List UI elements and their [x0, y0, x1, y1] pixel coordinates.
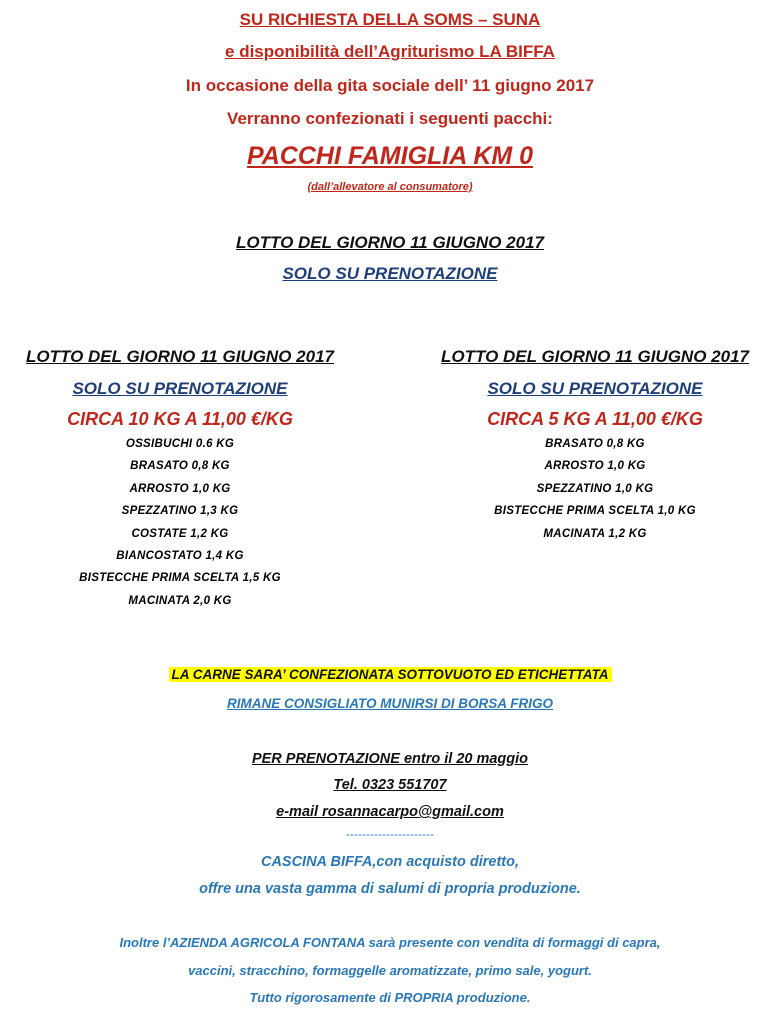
left-pack-lotto: LOTTO DEL GIORNO 11 GIUGNO 2017: [26, 347, 334, 366]
cascina-line-1: CASCINA BIFFA,con acquisto diretto,: [260, 854, 520, 870]
fontana-line-3: Tutto rigorosamente di PROPRIA produzione.: [249, 990, 531, 1005]
left-pack-item: ARROSTO 1,0 KG: [129, 482, 231, 495]
left-pack-item: BIANCOSTATO 1,4 KG: [116, 550, 244, 563]
fontana-line-2: vaccini, stracchino, formaggelle aromatizzate, primo sale, yogurt.: [188, 963, 592, 978]
right-pack-item: BRASATO 0,8 KG: [545, 438, 645, 450]
right-pack-item: SPEZZATINO 1,0 KG: [536, 482, 654, 495]
left-pack: [0, 344, 360, 612]
right-pack-items: [410, 433, 780, 545]
right-pack-item: BISTECCHE PRIMA SCELTA 1,0 KG: [494, 505, 696, 518]
left-pack-item: BISTECCHE PRIMA SCELTA 1,5 KG: [79, 572, 281, 585]
left-pack-prenotazione: SOLO SU PRENOTAZIONE: [72, 379, 288, 398]
cascina-line-2: offre una vasta gamma di salumi di propria produzione.: [199, 881, 581, 897]
center-lotto: LOTTO DEL GIORNO 11 GIUGNO 2017: [236, 233, 544, 252]
booking-line: [0, 748, 780, 770]
left-pack-item: OSSIBUCHI 0.6 KG: [125, 438, 235, 450]
booking-deadline: entro il 20 maggio: [399, 751, 529, 767]
left-pack-item: COSTATE 1,2 KG: [131, 527, 229, 540]
left-pack-item: BRASATO 0,8 KG: [130, 460, 230, 473]
fontana-line-1: Inoltre l’AZIENDA AGRICOLA FONTANA sarà presente con vendita di formaggi di capra,: [119, 935, 661, 950]
header-line-agriturismo: e disponibilità dell’Agriturismo LA BIFFA: [225, 42, 555, 61]
packaging-note-text: LA CARNE SARA’ CONFEZIONATA SOTTOVUOTO ED ETICHETTATA: [169, 667, 612, 682]
right-pack-item: MACINATA 1,2 KG: [543, 527, 647, 540]
left-pack-items: [0, 433, 360, 612]
right-pack-item: ARROSTO 1,0 KG: [544, 460, 646, 473]
header-line-soms: SU RICHIESTA DELLA SOMS – SUNA: [239, 10, 541, 29]
left-pack-item: SPEZZATINO 1,3 KG: [121, 505, 239, 518]
divider-dashes: ----------------------: [346, 827, 434, 841]
cooler-bag-advice: RIMANE CONSIGLIATO MUNIRSI DI BORSA FRIGO: [226, 696, 553, 711]
booking-label: PER PRENOTAZIONE: [251, 751, 400, 767]
packaging-note: [0, 665, 780, 685]
header-line-pacchi: Verranno confezionati i seguenti pacchi:: [227, 109, 553, 128]
right-pack-price: CIRCA 5 KG A 11,00 €/KG: [487, 409, 703, 429]
email-address: e-mail rosannacarpo@gmail.com: [276, 804, 504, 820]
right-pack-lotto: LOTTO DEL GIORNO 11 GIUGNO 2017: [441, 347, 749, 366]
left-pack-price: CIRCA 10 KG A 11,00 €/KG: [67, 409, 293, 429]
phone-number: Tel. 0323 551707: [333, 777, 447, 793]
right-pack-prenotazione: SOLO SU PRENOTAZIONE: [487, 379, 703, 398]
right-pack: [410, 344, 780, 545]
left-pack-item: MACINATA 2,0 KG: [128, 594, 232, 607]
page-subtitle: (dall’allevatore al consumatore): [307, 181, 473, 193]
page-title: PACCHI FAMIGLIA KM 0: [246, 142, 534, 170]
header-line-gita: In occasione della gita sociale dell’ 11 giugno 2017: [185, 76, 595, 95]
center-prenotazione: SOLO SU PRENOTAZIONE: [282, 264, 498, 283]
